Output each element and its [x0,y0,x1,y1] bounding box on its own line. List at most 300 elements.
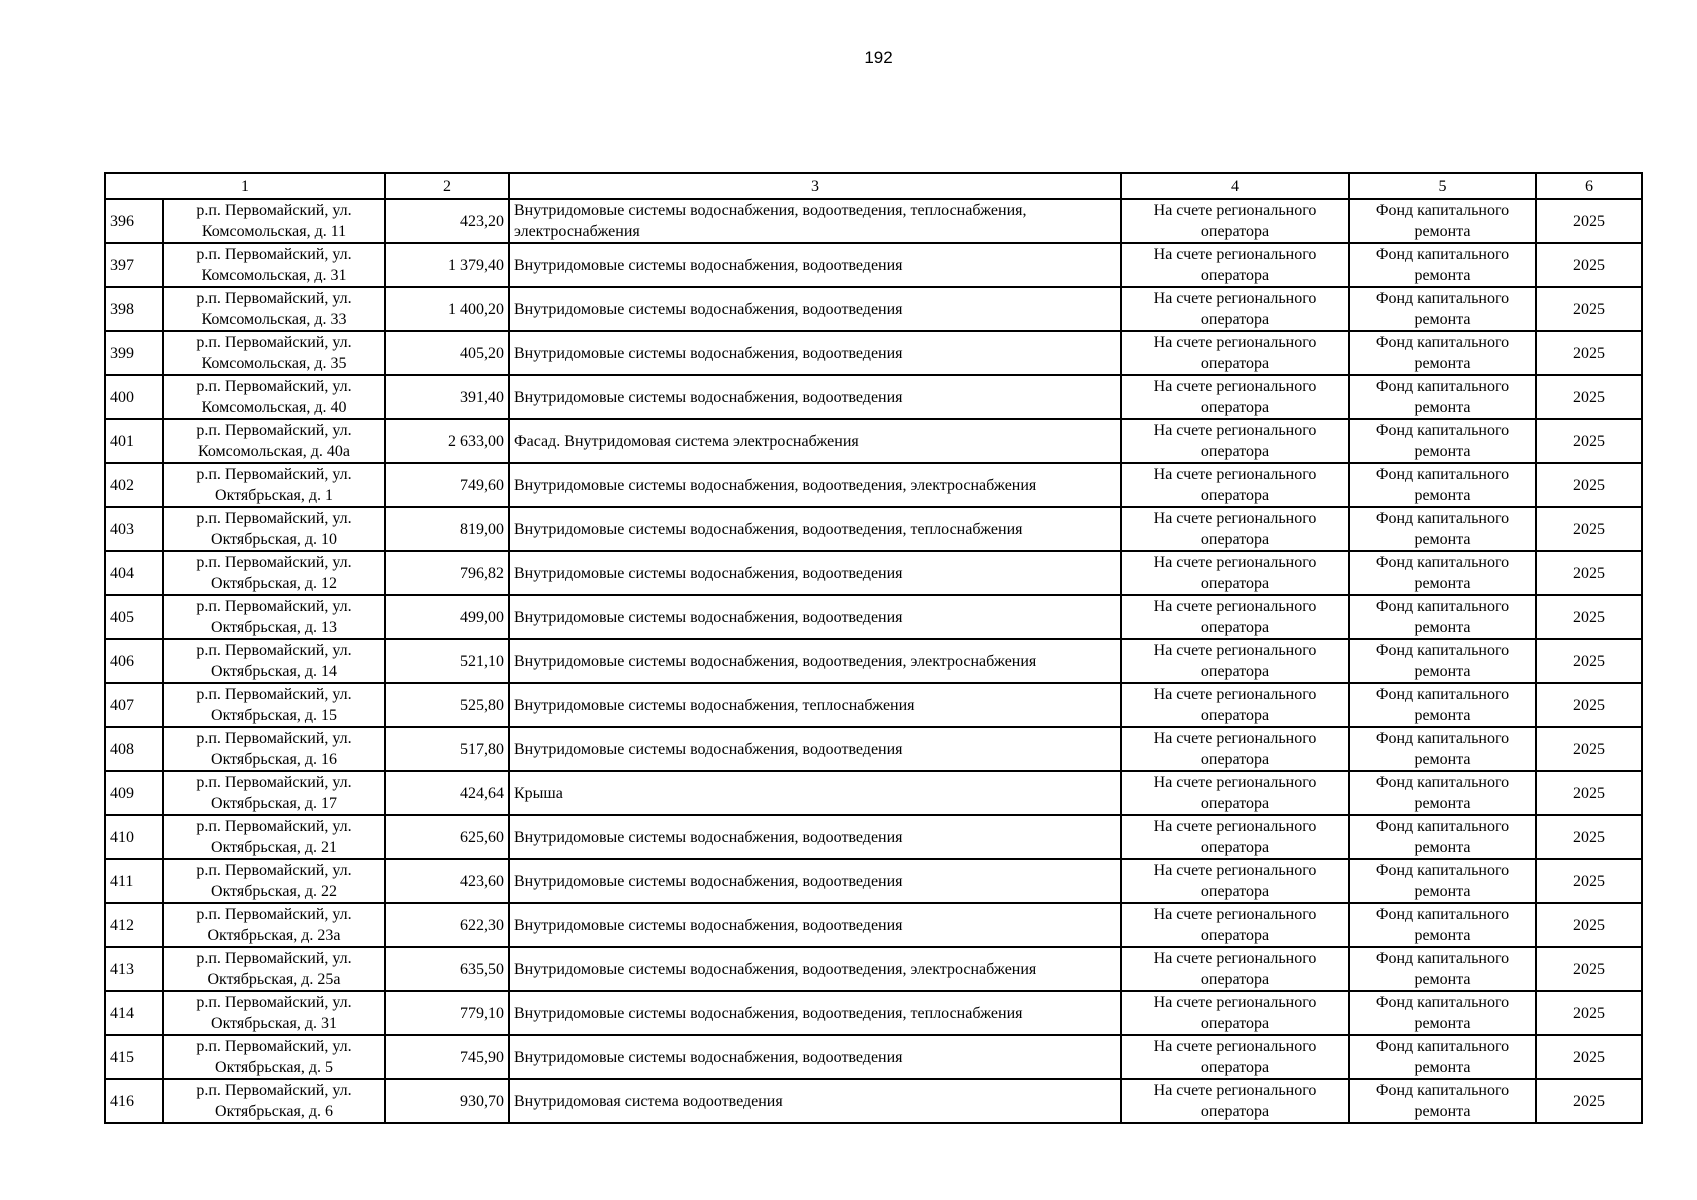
work-type-cell: Внутридомовые системы водоснабжения, водоотведения, электроснабжения [509,639,1121,683]
area-cell: 635,50 [385,947,509,991]
column-header-4: 4 [1121,173,1349,199]
account-line-1: На счете регионального [1153,994,1317,1011]
table-row [105,815,1642,859]
account-cell [1121,727,1349,771]
account-line-1: На счете регионального [1153,686,1317,703]
address-line-1: р.п. Первомайский, ул. [196,510,352,527]
account-line-1: На счете регионального [1153,466,1317,483]
funding-line-2: ремонта [1414,751,1471,768]
row-number: 413 [105,947,163,991]
work-type-cell: Фасад. Внутридомовая система электроснабжения [509,419,1121,463]
year-cell: 2025 [1536,1035,1642,1079]
account-line-2: оператора [1200,575,1270,592]
area-cell: 499,00 [385,595,509,639]
funding-source-cell [1349,595,1536,639]
funding-line-1: Фонд капитального [1375,774,1510,791]
area-cell: 625,60 [385,815,509,859]
account-cell [1121,683,1349,727]
funding-line-1: Фонд капитального [1375,378,1510,395]
table-row [105,727,1642,771]
table-header [105,173,1642,199]
account-line-2: оператора [1200,971,1270,988]
address-line-1: р.п. Первомайский, ул. [196,1038,352,1055]
account-line-2: оператора [1200,663,1270,680]
row-number: 401 [105,419,163,463]
year-cell: 2025 [1536,1079,1642,1123]
funding-line-2: ремонта [1414,619,1471,636]
account-line-2: оператора [1200,223,1270,240]
address-line-1: р.п. Первомайский, ул. [196,202,352,219]
funding-source-cell [1349,507,1536,551]
funding-line-2: ремонта [1414,795,1471,812]
work-type-cell: Внутридомовые системы водоснабжения, водоотведения, теплоснабжения, электроснабжения [509,199,1121,243]
address-line-2: Комсомольская, д. 40 [201,399,347,416]
area-cell: 521,10 [385,639,509,683]
work-type-cell: Внутридомовые системы водоснабжения, водоотведения, электроснабжения [509,947,1121,991]
address-cell [163,1079,385,1123]
account-line-2: оператора [1200,311,1270,328]
address-line-1: р.п. Первомайский, ул. [196,994,352,1011]
column-header-6: 6 [1536,173,1642,199]
table-row [105,375,1642,419]
account-line-2: оператора [1200,883,1270,900]
table-row [105,331,1642,375]
year-cell: 2025 [1536,595,1642,639]
account-line-2: оператора [1200,487,1270,504]
year-cell: 2025 [1536,683,1642,727]
account-cell [1121,771,1349,815]
work-type-cell: Внутридомовые системы водоснабжения, водоотведения [509,815,1121,859]
account-line-2: оператора [1200,531,1270,548]
table-row [105,903,1642,947]
account-line-1: На счете регионального [1153,202,1317,219]
address-line-2: Октябрьская, д. 23а [207,927,341,944]
row-number: 414 [105,991,163,1035]
address-cell [163,463,385,507]
account-cell [1121,419,1349,463]
year-cell: 2025 [1536,507,1642,551]
funding-line-1: Фонд капитального [1375,818,1510,835]
address-line-1: р.п. Первомайский, ул. [196,642,352,659]
funding-line-2: ремонта [1414,575,1471,592]
funding-source-cell [1349,771,1536,815]
funding-line-2: ремонта [1414,1059,1471,1076]
address-cell [163,199,385,243]
header-row [105,173,1642,199]
address-line-2: Комсомольская, д. 31 [201,267,347,284]
column-header-2: 2 [385,173,509,199]
funding-line-1: Фонд капитального [1375,906,1510,923]
funding-source-cell [1349,287,1536,331]
funding-line-1: Фонд капитального [1375,202,1510,219]
funding-line-2: ремонта [1414,443,1471,460]
area-cell: 2 633,00 [385,419,509,463]
funding-source-cell [1349,859,1536,903]
account-line-2: оператора [1200,619,1270,636]
account-line-1: На счете регионального [1153,1082,1317,1099]
address-cell [163,991,385,1035]
account-cell [1121,1035,1349,1079]
address-line-1: р.п. Первомайский, ул. [196,422,352,439]
funding-line-2: ремонта [1414,663,1471,680]
address-cell [163,331,385,375]
row-number: 398 [105,287,163,331]
work-type-cell: Внутридомовые системы водоснабжения, водоотведения [509,859,1121,903]
account-cell [1121,815,1349,859]
funding-source-cell [1349,375,1536,419]
work-type-cell: Внутридомовые системы водоснабжения, водоотведения [509,287,1121,331]
column-header-1: 1 [105,173,385,199]
account-line-1: На счете регионального [1153,510,1317,527]
year-cell: 2025 [1536,419,1642,463]
funding-line-2: ремонта [1414,927,1471,944]
table-row [105,771,1642,815]
account-cell [1121,331,1349,375]
year-cell: 2025 [1536,463,1642,507]
account-line-2: оператора [1200,267,1270,284]
funding-line-1: Фонд капитального [1375,466,1510,483]
address-line-2: Октябрьская, д. 13 [211,619,337,636]
year-cell: 2025 [1536,815,1642,859]
row-number: 415 [105,1035,163,1079]
address-cell [163,287,385,331]
funding-line-2: ремонта [1414,707,1471,724]
year-cell: 2025 [1536,991,1642,1035]
funding-line-2: ремонта [1414,399,1471,416]
address-line-2: Комсомольская, д. 11 [201,223,347,240]
year-cell: 2025 [1536,199,1642,243]
funding-source-cell [1349,683,1536,727]
table-row [105,947,1642,991]
table-row [105,463,1642,507]
funding-source-cell [1349,991,1536,1035]
row-number: 409 [105,771,163,815]
address-line-2: Октябрьская, д. 14 [211,663,337,680]
account-line-2: оператора [1200,839,1270,856]
account-line-2: оператора [1200,1015,1270,1032]
funding-line-1: Фонд капитального [1375,1082,1510,1099]
funding-source-cell [1349,419,1536,463]
row-number: 406 [105,639,163,683]
funding-source-cell [1349,331,1536,375]
area-cell: 517,80 [385,727,509,771]
address-line-2: Октябрьская, д. 10 [211,531,337,548]
work-type-cell: Внутридомовые системы водоснабжения, водоотведения [509,331,1121,375]
account-line-1: На счете регионального [1153,422,1317,439]
year-cell: 2025 [1536,947,1642,991]
year-cell: 2025 [1536,551,1642,595]
account-line-1: На счете регионального [1153,246,1317,263]
account-cell [1121,903,1349,947]
funding-line-2: ремонта [1414,223,1471,240]
row-number: 404 [105,551,163,595]
address-cell [163,507,385,551]
funding-line-1: Фонд капитального [1375,334,1510,351]
work-type-cell: Внутридомовые системы водоснабжения, водоотведения [509,727,1121,771]
area-cell: 622,30 [385,903,509,947]
funding-source-cell [1349,1079,1536,1123]
row-number: 412 [105,903,163,947]
account-line-1: На счете регионального [1153,642,1317,659]
account-cell [1121,551,1349,595]
address-cell [163,419,385,463]
area-cell: 1 400,20 [385,287,509,331]
address-cell [163,375,385,419]
work-type-cell: Крыша [509,771,1121,815]
table-row [105,287,1642,331]
row-number: 397 [105,243,163,287]
area-cell: 405,20 [385,331,509,375]
funding-line-2: ремонта [1414,1103,1471,1120]
work-type-cell: Внутридомовые системы водоснабжения, водоотведения [509,1035,1121,1079]
address-line-1: р.п. Первомайский, ул. [196,774,352,791]
account-line-2: оператора [1200,751,1270,768]
year-cell: 2025 [1536,287,1642,331]
row-number: 405 [105,595,163,639]
column-header-5: 5 [1349,173,1536,199]
address-line-2: Октябрьская, д. 1 [215,487,333,504]
repair-register-table [104,172,1643,1124]
address-cell [163,243,385,287]
funding-source-cell [1349,639,1536,683]
table-row [105,859,1642,903]
address-line-1: р.п. Первомайский, ул. [196,378,352,395]
year-cell: 2025 [1536,375,1642,419]
work-type-cell: Внутридомовые системы водоснабжения, водоотведения [509,375,1121,419]
page-number: 192 [864,48,893,67]
address-line-2: Октябрьская, д. 22 [211,883,337,900]
row-number: 402 [105,463,163,507]
address-line-1: р.п. Первомайский, ул. [196,598,352,615]
funding-source-cell [1349,243,1536,287]
address-line-1: р.п. Первомайский, ул. [196,246,352,263]
table-row [105,199,1642,243]
account-cell [1121,463,1349,507]
account-line-1: На счете регионального [1153,1038,1317,1055]
address-line-2: Октябрьская, д. 15 [211,707,337,724]
row-number: 411 [105,859,163,903]
address-line-2: Октябрьская, д. 16 [211,751,337,768]
address-line-2: Октябрьская, д. 6 [215,1103,333,1120]
account-cell [1121,595,1349,639]
table-row [105,507,1642,551]
account-line-1: На счете регионального [1153,950,1317,967]
address-cell [163,727,385,771]
funding-line-2: ремонта [1414,267,1471,284]
year-cell: 2025 [1536,903,1642,947]
address-line-1: р.п. Первомайский, ул. [196,290,352,307]
year-cell: 2025 [1536,859,1642,903]
address-cell [163,683,385,727]
area-cell: 391,40 [385,375,509,419]
funding-line-2: ремонта [1414,487,1471,504]
address-line-2: Комсомольская, д. 35 [201,355,347,372]
area-cell: 423,60 [385,859,509,903]
row-number: 410 [105,815,163,859]
area-cell: 779,10 [385,991,509,1035]
table-body [105,199,1642,1123]
row-number: 403 [105,507,163,551]
address-line-2: Октябрьская, д. 31 [211,1015,337,1032]
work-type-cell: Внутридомовые системы водоснабжения, водоотведения [509,243,1121,287]
account-line-1: На счете регионального [1153,774,1317,791]
account-line-1: На счете регионального [1153,554,1317,571]
area-cell: 423,20 [385,199,509,243]
table-row [105,551,1642,595]
funding-source-cell [1349,815,1536,859]
table-row [105,243,1642,287]
area-cell: 930,70 [385,1079,509,1123]
account-line-1: На счете регионального [1153,290,1317,307]
account-cell [1121,639,1349,683]
address-cell [163,859,385,903]
work-type-cell: Внутридомовые системы водоснабжения, водоотведения, электроснабжения [509,463,1121,507]
row-number: 416 [105,1079,163,1123]
address-cell [163,903,385,947]
funding-line-1: Фонд капитального [1375,246,1510,263]
funding-line-2: ремонта [1414,1015,1471,1032]
account-cell [1121,243,1349,287]
funding-line-1: Фонд капитального [1375,598,1510,615]
funding-line-1: Фонд капитального [1375,730,1510,747]
address-line-1: р.п. Первомайский, ул. [196,686,352,703]
funding-line-1: Фонд капитального [1375,642,1510,659]
area-cell: 749,60 [385,463,509,507]
account-line-2: оператора [1200,927,1270,944]
row-number: 408 [105,727,163,771]
account-line-2: оператора [1200,399,1270,416]
account-line-2: оператора [1200,707,1270,724]
address-line-2: Комсомольская, д. 40а [197,443,351,460]
table-row [105,683,1642,727]
year-cell: 2025 [1536,771,1642,815]
row-number: 396 [105,199,163,243]
table-row [105,419,1642,463]
account-line-2: оператора [1200,1059,1270,1076]
account-cell [1121,1079,1349,1123]
funding-line-2: ремонта [1414,531,1471,548]
funding-source-cell [1349,1035,1536,1079]
row-number: 407 [105,683,163,727]
address-cell [163,771,385,815]
table-row [105,639,1642,683]
address-cell [163,639,385,683]
funding-source-cell [1349,463,1536,507]
work-type-cell: Внутридомовые системы водоснабжения, водоотведения, теплоснабжения [509,991,1121,1035]
account-line-2: оператора [1200,1103,1270,1120]
account-line-1: На счете регионального [1153,334,1317,351]
account-line-2: оператора [1200,443,1270,460]
column-header-3: 3 [509,173,1121,199]
address-cell [163,595,385,639]
account-line-1: На счете регионального [1153,730,1317,747]
year-cell: 2025 [1536,727,1642,771]
work-type-cell: Внутридомовые системы водоснабжения, водоотведения, теплоснабжения [509,507,1121,551]
address-line-1: р.п. Первомайский, ул. [196,906,352,923]
address-line-2: Комсомольская, д. 33 [201,311,347,328]
funding-line-1: Фонд капитального [1375,994,1510,1011]
address-line-1: р.п. Первомайский, ул. [196,554,352,571]
address-cell [163,1035,385,1079]
address-line-1: р.п. Первомайский, ул. [196,950,352,967]
funding-source-cell [1349,903,1536,947]
funding-line-1: Фонд капитального [1375,422,1510,439]
funding-source-cell [1349,199,1536,243]
funding-line-1: Фонд капитального [1375,686,1510,703]
address-line-2: Октябрьская, д. 17 [211,795,337,812]
account-line-2: оператора [1200,795,1270,812]
work-type-cell: Внутридомовые системы водоснабжения, водоотведения [509,595,1121,639]
funding-line-1: Фонд капитального [1375,862,1510,879]
address-line-1: р.п. Первомайский, ул. [196,818,352,835]
address-line-1: р.п. Первомайский, ул. [196,1082,352,1099]
year-cell: 2025 [1536,331,1642,375]
address-line-2: Октябрьская, д. 21 [211,839,337,856]
account-cell [1121,507,1349,551]
funding-line-1: Фонд капитального [1375,290,1510,307]
area-cell: 745,90 [385,1035,509,1079]
address-line-1: р.п. Первомайский, ул. [196,730,352,747]
address-line-1: р.п. Первомайский, ул. [196,862,352,879]
address-cell [163,551,385,595]
funding-line-2: ремонта [1414,311,1471,328]
funding-line-1: Фонд капитального [1375,554,1510,571]
account-line-1: На счете регионального [1153,598,1317,615]
address-cell [163,815,385,859]
account-cell [1121,287,1349,331]
address-cell [163,947,385,991]
area-cell: 796,82 [385,551,509,595]
account-line-1: На счете регионального [1153,378,1317,395]
funding-source-cell [1349,947,1536,991]
year-cell: 2025 [1536,639,1642,683]
area-cell: 424,64 [385,771,509,815]
account-cell [1121,947,1349,991]
row-number: 399 [105,331,163,375]
funding-line-1: Фонд капитального [1375,1038,1510,1055]
area-cell: 819,00 [385,507,509,551]
account-cell [1121,375,1349,419]
address-line-1: р.п. Первомайский, ул. [196,334,352,351]
row-number: 400 [105,375,163,419]
work-type-cell: Внутридомовые системы водоснабжения, теплоснабжения [509,683,1121,727]
funding-source-cell [1349,727,1536,771]
funding-line-2: ремонта [1414,355,1471,372]
account-cell [1121,991,1349,1035]
address-line-2: Октябрьская, д. 12 [211,575,337,592]
address-line-2: Октябрьская, д. 25а [207,971,341,988]
funding-line-1: Фонд капитального [1375,950,1510,967]
account-line-1: На счете регионального [1153,862,1317,879]
area-cell: 525,80 [385,683,509,727]
account-line-2: оператора [1200,355,1270,372]
table-row [105,991,1642,1035]
address-line-2: Октябрьская, д. 5 [215,1059,333,1076]
year-cell: 2025 [1536,243,1642,287]
address-line-1: р.п. Первомайский, ул. [196,466,352,483]
work-type-cell: Внутридомовые системы водоснабжения, водоотведения [509,903,1121,947]
funding-line-2: ремонта [1414,883,1471,900]
account-line-1: На счете регионального [1153,906,1317,923]
work-type-cell: Внутридомовые системы водоснабжения, водоотведения [509,551,1121,595]
funding-line-2: ремонта [1414,839,1471,856]
funding-line-2: ремонта [1414,971,1471,988]
account-cell [1121,859,1349,903]
table-row [105,1079,1642,1123]
account-line-1: На счете регионального [1153,818,1317,835]
area-cell: 1 379,40 [385,243,509,287]
account-cell [1121,199,1349,243]
